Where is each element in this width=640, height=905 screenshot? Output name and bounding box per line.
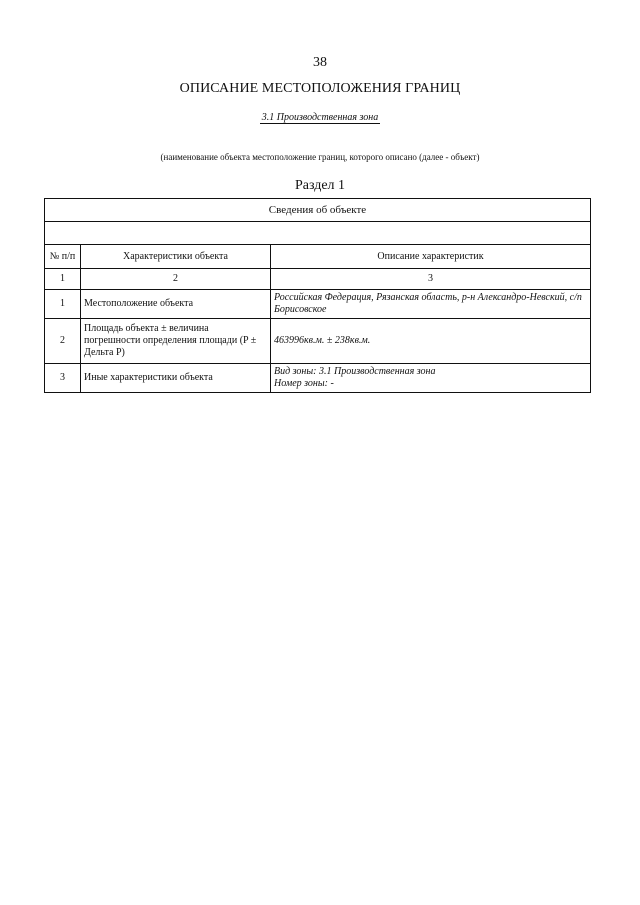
object-name <box>0 112 640 123</box>
row-description <box>271 364 591 393</box>
zone-type-line: Вид зоны: 3.1 Производственная зона <box>274 366 436 377</box>
column-header-description: Описание характеристик <box>271 245 591 269</box>
row-description: 463996кв.м. ± 238кв.м. <box>271 319 591 364</box>
document-title: ОПИСАНИЕ МЕСТОПОЛОЖЕНИЯ ГРАНИЦ <box>179 81 461 96</box>
table-row <box>45 364 591 393</box>
column-number: 2 <box>81 269 271 290</box>
row-number: 1 <box>45 290 81 319</box>
table-header-row <box>45 245 591 269</box>
table-row <box>45 319 591 364</box>
column-number: 1 <box>45 269 81 290</box>
column-header-num: № п/п <box>45 245 81 269</box>
row-characteristic: Иные характеристики объекта <box>81 364 271 393</box>
row-number: 2 <box>45 319 81 364</box>
table-heading: Сведения об объекте <box>45 199 591 222</box>
column-header-characteristic: Характеристики объекта <box>81 245 271 269</box>
row-description: Российская Федерация, Рязанская область, р-н Александро-Невский, с/п Борисовское <box>271 290 591 319</box>
zone-number-line: Номер зоны: - <box>274 378 334 389</box>
column-number-row <box>45 269 591 290</box>
table-empty-row <box>45 222 591 245</box>
row-characteristic: Местоположение объекта <box>81 290 271 319</box>
row-characteristic: Площадь объекта ± величина погрешности определения площади (P ± Дельта P) <box>81 319 271 364</box>
column-number: 3 <box>271 269 591 290</box>
table-heading-row <box>45 199 591 222</box>
table-row <box>45 290 591 319</box>
page-number: 38 <box>313 55 327 70</box>
object-info-table <box>44 198 591 393</box>
object-name-caption: (наименование объекта местоположение границ, которого описано (далее - объект) <box>160 152 480 162</box>
object-name-text: 3.1 Производственная зона <box>261 112 379 123</box>
empty-cell <box>45 222 591 245</box>
row-number: 3 <box>45 364 81 393</box>
section-title: Раздел 1 <box>294 178 346 193</box>
